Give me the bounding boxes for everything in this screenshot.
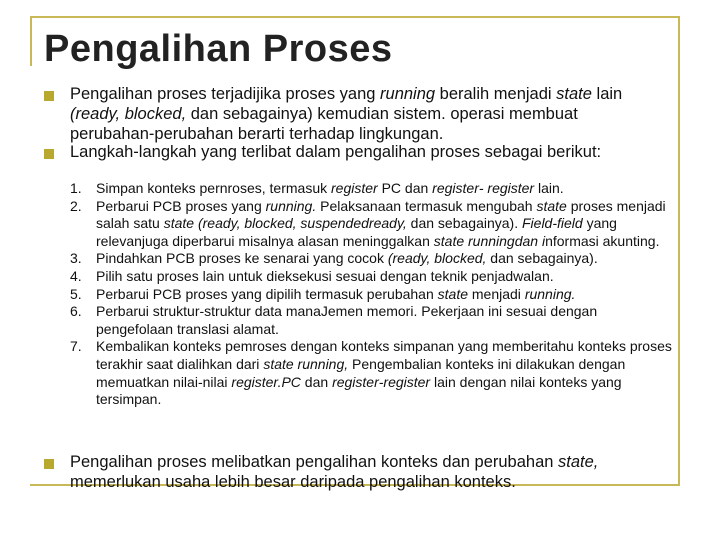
step-text — [96, 286, 675, 304]
bullet-text — [70, 452, 670, 492]
text-span: Langkah‑langkah yang terlibat dalam pengalihan proses sebagai berikut: — [70, 143, 602, 161]
text-span: beralih menjadi — [435, 85, 557, 103]
step-text — [96, 268, 675, 286]
text-span: proses menjadi salah satu — [96, 197, 666, 232]
square-bullet-icon — [44, 149, 54, 159]
list-item — [70, 180, 675, 198]
text-span: Pengalihan proses terjadijika proses yang — [70, 85, 381, 103]
step-text — [96, 338, 675, 408]
italic-text-span: state — [536, 197, 567, 214]
step-number: 4. — [70, 267, 82, 284]
text-span: Pengembalian konteks ini dilakukan dengan memuatkan nilai‑nilai — [96, 355, 626, 390]
italic-text-span: state — [437, 285, 468, 302]
step-number: 3. — [70, 250, 82, 267]
italic-text-span: state runningdan i — [433, 232, 546, 249]
bullet-text — [70, 142, 670, 162]
italic-text-span: state (ready, blocked, suspendedready, — [163, 215, 407, 232]
text-span: lain. — [534, 180, 564, 196]
text-span: yang relevanjuga diperbarui misalnya alasan meninggalkan — [96, 215, 617, 249]
list-item — [70, 303, 675, 338]
step-number: 2. — [70, 197, 82, 214]
text-span: dan — [300, 373, 333, 390]
italic-text-span: register.PC — [231, 373, 301, 390]
italic-text-span: state running, — [263, 355, 349, 372]
text-span: lain — [591, 85, 623, 103]
list-item — [70, 338, 675, 408]
italic-text-span: running. — [524, 285, 576, 302]
italic-text-span: (ready, blocked, — [387, 250, 487, 267]
step-number: 7. — [70, 338, 82, 355]
square-bullet-icon — [44, 91, 54, 101]
text-span: dan sebagainya) kemudian sistem. operasi membuat perubahan‑perubahan berarti terhadap lingkungan. — [70, 105, 578, 143]
text-span: lain dengan nilai konteks yang tersimpan. — [96, 373, 622, 408]
text-span: nformasi akunting. — [545, 232, 660, 249]
square-bullet-icon — [44, 459, 54, 469]
step-text — [96, 180, 675, 198]
italic-text-span: (ready, blocked, — [70, 105, 187, 123]
bullet-item-2 — [44, 142, 670, 162]
list-item — [70, 250, 675, 268]
text-span: Simpan konteks pernroses, termasuk — [96, 180, 331, 196]
list-item — [70, 198, 675, 251]
text-span: Perbarui PCB proses yang dipilih termasuk perubahan — [96, 285, 438, 302]
step-text — [96, 303, 675, 338]
bullet-item-3 — [44, 452, 670, 492]
list-item — [70, 268, 675, 286]
step-text — [96, 250, 675, 268]
step-number: 5. — [70, 285, 82, 302]
text-span: Perbarui struktur‑struktur data manaJemen memori. Pekerjaan ini sesuai dengan pengefolaan translasi alamat. — [96, 303, 598, 337]
frame-top-line — [30, 16, 680, 18]
text-span: Pilih satu proses lain untuk dieksekusi sesuai dengan teknik penjadwalan. — [96, 267, 554, 284]
step-number: 6. — [70, 303, 82, 320]
italic-text-span: state, — [558, 453, 599, 471]
text-span: memerlukan usaha lebih besar daripada pengalihan konteks. — [70, 473, 516, 491]
italic-text-span: running. — [265, 197, 317, 214]
text-span: Kembalikan konteks pemroses dengan konteks simpanan yang memberitahu konteks proses terakhir saat dialihkan dari — [96, 338, 672, 372]
italic-text-span: Field‑field — [522, 215, 583, 232]
text-span: PC dan — [377, 180, 433, 196]
italic-text-span: running — [380, 85, 436, 103]
bullet-item-1 — [44, 84, 670, 144]
italic-text-span: state — [556, 85, 592, 103]
frame-left-line — [30, 16, 32, 66]
step-text — [96, 198, 675, 251]
italic-text-span: register‑ register — [432, 180, 535, 196]
step-number: 1. — [70, 180, 82, 196]
frame-right-line — [678, 16, 680, 486]
text-span: menjadi — [468, 285, 525, 302]
numbered-steps-list — [70, 180, 675, 409]
text-span: Pindahkan PCB proses ke senarai yang cocok — [96, 250, 388, 267]
text-span: dan sebagainya). — [406, 215, 522, 232]
text-span: dan sebagainya). — [486, 250, 598, 267]
italic-text-span: register — [331, 180, 378, 196]
text-span: Pelaksanaan termasuk mengubah — [316, 197, 537, 214]
text-span: Perbarui PCB proses yang — [96, 197, 266, 214]
slide-title: Pengalihan Proses — [44, 28, 393, 70]
text-span: Pengalihan proses melibatkan pengalihan konteks dan perubahan — [70, 453, 559, 471]
italic-text-span: register‑register — [332, 373, 431, 390]
bullet-text — [70, 84, 670, 144]
list-item — [70, 286, 675, 304]
